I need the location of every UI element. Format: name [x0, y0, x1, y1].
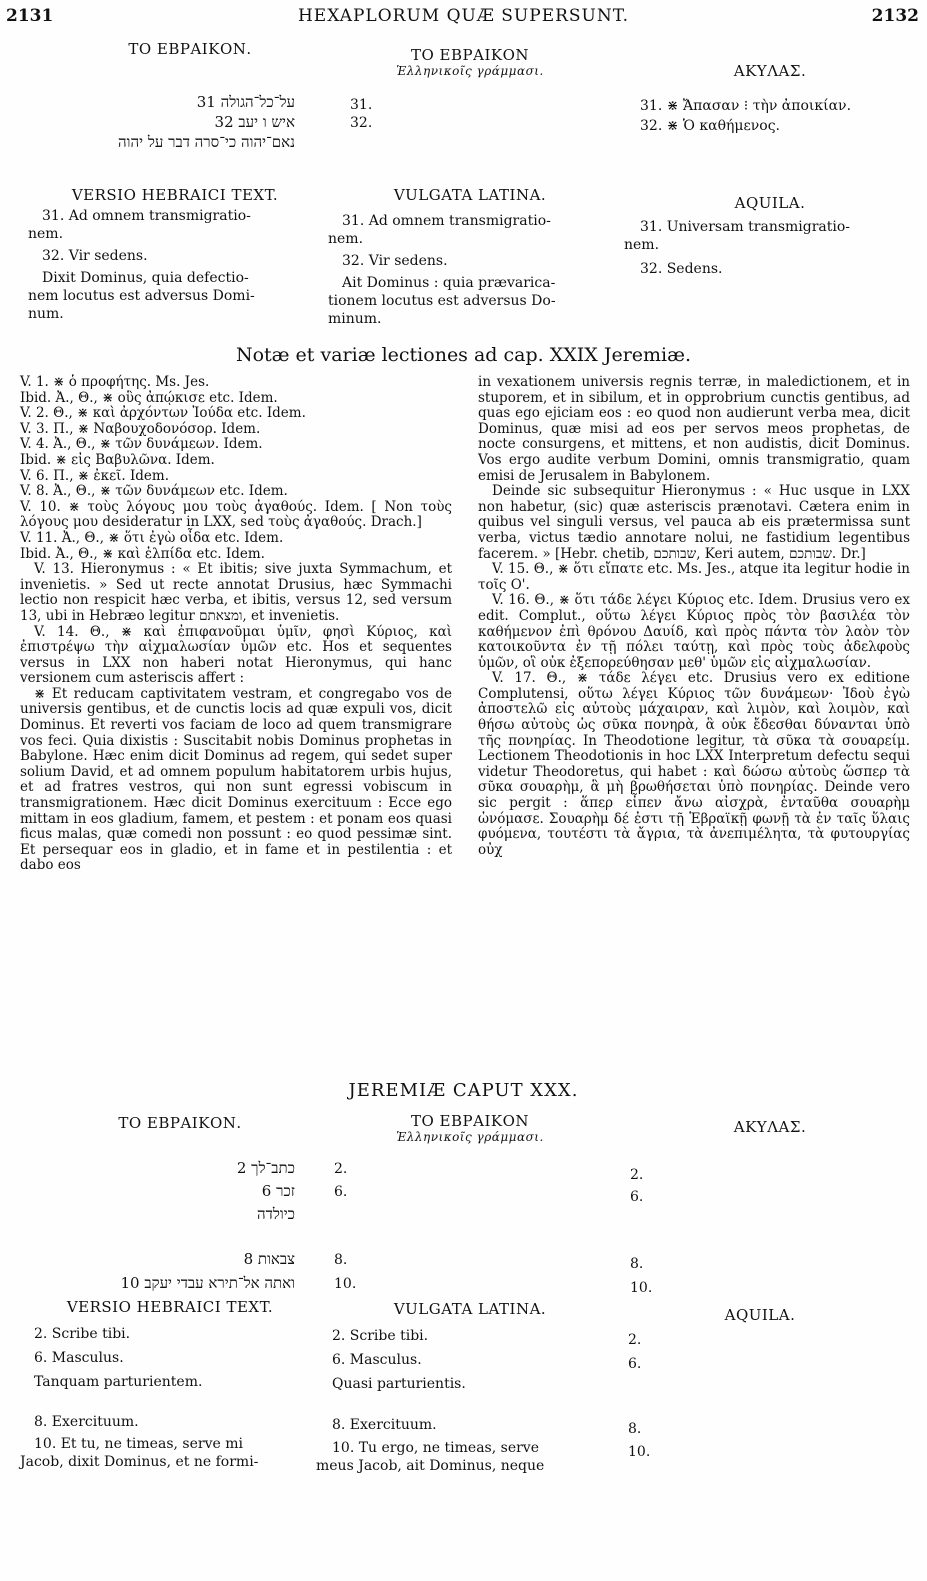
vulgata-line: tionem locutus est adversus Do- — [328, 293, 556, 309]
note-entry: V. 3. Π., ⋇ Ναβουχοδονόσορ. Idem. — [20, 420, 261, 437]
note-entry: V. 6. Π., ⋇ ἐκεῖ. Idem. — [20, 467, 170, 484]
note-entry: ⋇ Et reducam captivitatem vestram, et congregabo vos de universis gentibus, et de cunctis locis ad quæ expuli vos, dicit Dominus. Et reverti vos faciam de loco ad quem transmigrare vos feci. Quia dixistis : Suscitabit nobis Dominus prophetas in Babylone. Hæc enim dicit Dominus ad regem, qui sedet super solium David, et ad omnem populum habitatorem urbis hujus, et ad fratres vestros, qui non sunt egressi vobiscum in transmigrationem. Hæc dicit Dominus exercituum : Ecce ego mittam in eos gladium, famem, et pestem : et ponam eos quasi ficus malas, quæ comedi non possunt : eo quod pessimæ sint. Et persequar eos in gladio, et in fame et in pestilentia : et dabo eos — [20, 685, 452, 874]
ch-aquila-line: 8. — [628, 1421, 642, 1437]
ch-vulgata-line: Quasi parturientis. — [332, 1376, 466, 1392]
aquila-latin-text — [624, 218, 914, 278]
note-entry: Ibid. Ἀ., Θ., ⋇ οὓς ἀπῴκισε etc. Idem. — [20, 389, 278, 406]
note-entry: Ibid. Ἀ., Θ., ⋇ καὶ ἐλπίδα etc. Idem. — [20, 545, 265, 562]
note-entry: V. 10. ⋇ τοὺς λόγους μου τοὺς ἀγαθούς. Idem. [ Non τοὺς λόγους μου desideratur in LXX, sed τοὺς ἀγαθούς. Drach.] — [20, 498, 452, 531]
ch-hebrew-line: צבאות 8 — [243, 1250, 295, 1268]
note-entry: Ibid. ⋇ εἰς Βαβυλῶνα. Idem. — [20, 451, 215, 468]
vulgata-line: 31. Ad omnem transmigratio- — [342, 213, 551, 229]
ch-aquila-line: 10. — [628, 1444, 651, 1460]
aquila-greek-block — [640, 96, 920, 136]
note-entry: V. 2. Θ., ⋇ καὶ ἀρχόντων Ἰούδα etc. Idem. — [20, 405, 306, 422]
vulgata-line: minum. — [328, 311, 382, 327]
notes-right-column — [478, 375, 910, 858]
note-entry: Deinde sic subsequitur Hieronymus : « Huc usque in LXX non habetur, (sic) quæ asteriscis prænotavi. Cætera enim in quibus vel singuli versus, vel pauca ab eis prætermissa sunt verba, victus tædio annotare nolui, ne fastidium legentibus facerem. » [Hebr. chetib, שבותכם, Keri autem, שבותכם. Dr.] — [478, 483, 910, 562]
ch-versio-line: Tanquam parturientem. — [34, 1374, 203, 1390]
aquila-greek-line: 32. ⋇ Ὁ καθήμενος. — [640, 118, 780, 134]
vulgata-latina-text — [328, 212, 618, 328]
ch-translit-line: 10. — [334, 1276, 357, 1292]
running-title: HEXAPLORUM QUÆ SUPERSUNT. — [297, 6, 629, 26]
ch-versio-line: 2. Scribe tibi. — [34, 1326, 131, 1342]
transliteration-block — [350, 96, 372, 132]
ch-transliteration-title-text: ΤΟ ΕΒΡΑΙΚΟΝ — [410, 1112, 530, 1130]
vulgata-line: 32. Vir sedens. — [342, 253, 448, 269]
transliteration-column-title — [340, 46, 600, 78]
ch-vulgata-title: VULGATA LATINA. — [393, 1300, 547, 1318]
note-entry: V. 8. Ἀ., Θ., ⋇ τῶν δυνάμεων etc. Idem. — [20, 483, 288, 500]
ch-versio-line: 10. Et tu, ne timeas, serve mi — [34, 1436, 243, 1452]
note-entry: V. 15. Θ., ⋇ ὅτι εἴπατε etc. Ms. Jes., atque ita legitur hodie in τοῖς Ο'. — [478, 561, 910, 593]
note-entry: V. 1. ⋇ ὁ προφήτης. Ms. Jes. — [20, 374, 210, 390]
versio-hebraici-text — [28, 207, 318, 323]
ch-aquila-line: 2. — [628, 1332, 642, 1348]
ch-aquila-greek-line: 2. — [630, 1167, 644, 1183]
aquila-greek-line: 31. ⋇ Ἄπασαν ⁝ τὴν ἀποικίαν. — [640, 98, 852, 114]
transliteration-line: 32. — [350, 115, 373, 131]
ch-hebrew-line: זכר 6 — [261, 1182, 295, 1200]
versio-line: nem. — [28, 226, 64, 242]
note-entry: V. 11. Ἀ., Θ., ⋇ ὅτι ἐγὼ οἶδα etc. Idem. — [20, 529, 284, 546]
ch-translit-line: 8. — [334, 1252, 348, 1268]
note-entry: V. 17. Θ., ⋇ τάδε λέγει etc. Drusius vero ex editione Complutensi, οὕτω λέγει Κύριος τῶν δυνάμεων· Ἰδοὺ ἐγὼ ἀποστελῶ εἰς αὐτοὺς μάχαιραν, καὶ λιμὸν, καὶ λοιμὸν, καὶ θήσω αὐτοὺς ὡς σῦκα πονηρὰ, ἃ οὐκ ἔδεσθαι δύνανται ὑπὸ τῆς πονηρίας. In Theodotione legitur, τὰ σῦκα τὰ σουαρείμ. Lectionem Theodotionis in hoc LXX Interpretum defectu sequi videtur Theodoretus, qui habet : καὶ δώσω αὐτοὺς ὥσπερ τὰ σῦκα σουαρὴμ, ἃ μὴ βρωθήσεται ὑπὸ πονηρίας. Deinde vero sic pergit : ἅπερ εἶπεν ἄνω αἰσχρὰ, ἐνταῦθα σουαρὴμ ὠνόμασε. Σουαρὴμ δέ ἐστι τῇ Ἑβραϊκῇ φωνῇ τὰ ἐν ταῖς ὕλαις φυόμενα, τουτέστι τὰ ἄγρια, τὰ ἀνεπιμέλητα, τὰ φυτουργίας οὐχ — [478, 670, 910, 858]
versio-line: num. — [28, 306, 64, 322]
ch-vulgata-line: 8. Exercituum. — [332, 1417, 437, 1433]
ch-vulgata-line: 10. Tu ergo, ne timeas, serve — [332, 1440, 539, 1456]
versio-line: Dixit Dominus, quia defectio- — [42, 270, 249, 286]
transliteration-title-text: ΤΟ ΕΒΡΑΙΚΟΝ — [410, 46, 530, 64]
vulgata-line: nem. — [328, 231, 364, 247]
ch-vulgata-line: 6. Masculus. — [332, 1352, 422, 1368]
ch-versio-title: VERSIO HEBRAICI TEXT. — [66, 1298, 274, 1316]
ch-aquila-greek-line: 10. — [630, 1280, 653, 1296]
ch-aquila-greek-line: 6. — [630, 1189, 644, 1205]
page-number-right: 2132 — [871, 6, 919, 26]
ch-hebrew-column-title: ΤΟ ΕΒΡΑΙΚΟΝ. — [118, 1114, 242, 1132]
ch-aquila-line: 6. — [628, 1356, 642, 1372]
note-entry: V. 4. Ἀ., Θ., ⋇ τῶν δυνάμεων. Idem. — [20, 436, 263, 453]
hebrew-line: נאם־יהוה כי־סרה דבר על יהוה — [118, 133, 295, 151]
note-entry: V. 13. Hieronymus : « Et ibitis; sive juxta Symmachum, et invenietis. » Sed ut recte annotat Drusius, hæc Symmachi lectio non respicit hæc verba, et ibitis, versus 12, sed versum 13, ubi in Hebræo legitur ומצאתם, et invenietis. — [20, 561, 452, 624]
notes-left-column — [20, 375, 452, 874]
aquila-line: nem. — [624, 237, 660, 253]
aquila-greek-column-title: ΑΚΥΛΑΣ. — [733, 62, 807, 80]
hebrew-text-block — [10, 92, 295, 152]
ch-vulgata-line: 2. Scribe tibi. — [332, 1328, 429, 1344]
note-entry: V. 14. Θ., ⋇ καὶ ἐπιφανοῦμαι ὑμῖν, φησὶ Κύριος, καὶ ἐπιστρέψω τὴν αἰχμαλωσίαν ὑμῶν etc. Hos et sequentes versus in LXX non haberi notat Hieronymus, qui hanc versionem cum asteriscis affert : — [20, 623, 452, 687]
aquila-line: 32. Sedens. — [640, 261, 723, 277]
note-entry: in vexationem universis regnis terræ, in maledictionem, et in stuporem, et in sibilum, et in opprobrium cunctis gentibus, ad quas ego ejiciam eos : eo quod non audierunt verba mea, dicit Dominus, quæ misi ad eos per servos meos prophetas, de nocte consurgens, et mittens, et non audistis, dicit Dominus. Vos ergo audite verbum Domini, omnis transmigratio, quam emisi de Jerusalem in Babylonem. — [478, 374, 910, 484]
vulgata-line: Ait Dominus : quia prævarica- — [342, 275, 556, 291]
ch-aquila-title: AQUILA. — [724, 1306, 796, 1324]
versio-line: 31. Ad omnem transmigratio- — [42, 208, 251, 224]
ch-versio-line: 8. Exercituum. — [34, 1414, 139, 1430]
ch-aquila-greek-column-title: ΑΚΥΛΑΣ. — [733, 1118, 807, 1136]
versio-line: nem locutus est adversus Domi- — [28, 288, 255, 304]
versio-hebraici-title: VERSIO HEBRAICI TEXT. — [71, 186, 279, 204]
page-number-left: 2131 — [6, 6, 54, 26]
ch-hebrew-line: ואתה אל־תירא עבדי יעקב 10 — [120, 1274, 295, 1292]
hebrew-line: על־כל־הגולה 31 — [196, 93, 295, 111]
aquila-title: AQUILA. — [734, 194, 806, 212]
ch-vulgata-line: meus Jacob, ait Dominus, neque — [316, 1458, 545, 1474]
ch-transliteration-subtitle: Ἑλληνικοῖς γράμμασι. — [396, 1130, 544, 1144]
ch-transliteration-column-title — [340, 1112, 600, 1144]
ch-translit-line: 6. — [334, 1184, 348, 1200]
transliteration-subtitle: Ἑλληνικοῖς γράμμασι. — [396, 64, 544, 78]
hebrew-column-title: ΤΟ ΕΒΡΑΙΚΟΝ. — [128, 40, 252, 58]
ch-aquila-greek-line: 8. — [630, 1256, 644, 1272]
vulgata-latina-title: VULGATA LATINA. — [393, 186, 547, 204]
note-entry: V. 16. Θ., ⋇ ὅτι τάδε λέγει Κύριος etc. Idem. Drusius vero ex edit. Complut., οὕτω λέγει Κύριος πρὸς τὸν βασιλέα τὸν καθήμενον ἐπὶ θρόνου Δαυίδ, καὶ πρὸς πάντα τὸν λαὸν τὸν κατοικοῦντα ἐν τῇ πόλει ταύτῃ, καὶ πρὸς τοὺς ἀδελφοὺς ὑμῶν, οἳ οὐκ ἐξεπορεύθησαν μεθ' ὑμῶν εἰς αἰχμαλωσίαν. — [478, 592, 910, 671]
ch-hebrew-line: כיולדה — [257, 1205, 295, 1223]
versio-line: 32. Vir sedens. — [42, 248, 148, 264]
chapter-title: JEREMIÆ CAPUT XXX. — [348, 1080, 579, 1101]
ch-versio-line: Jacob, dixit Dominus, et ne formi- — [20, 1454, 259, 1470]
transliteration-line: 31. — [350, 97, 373, 113]
ch-versio-line: 6. Masculus. — [34, 1350, 124, 1366]
aquila-line: 31. Universam transmigratio- — [640, 219, 851, 235]
ch-hebrew-line: כתב־לך 2 — [236, 1159, 295, 1177]
ch-translit-line: 2. — [334, 1161, 348, 1177]
notes-title: Notæ et variæ lectiones ad cap. XXIX Jeremiæ. — [235, 344, 692, 366]
hebrew-line: איש ו יעב 32 — [214, 113, 295, 131]
